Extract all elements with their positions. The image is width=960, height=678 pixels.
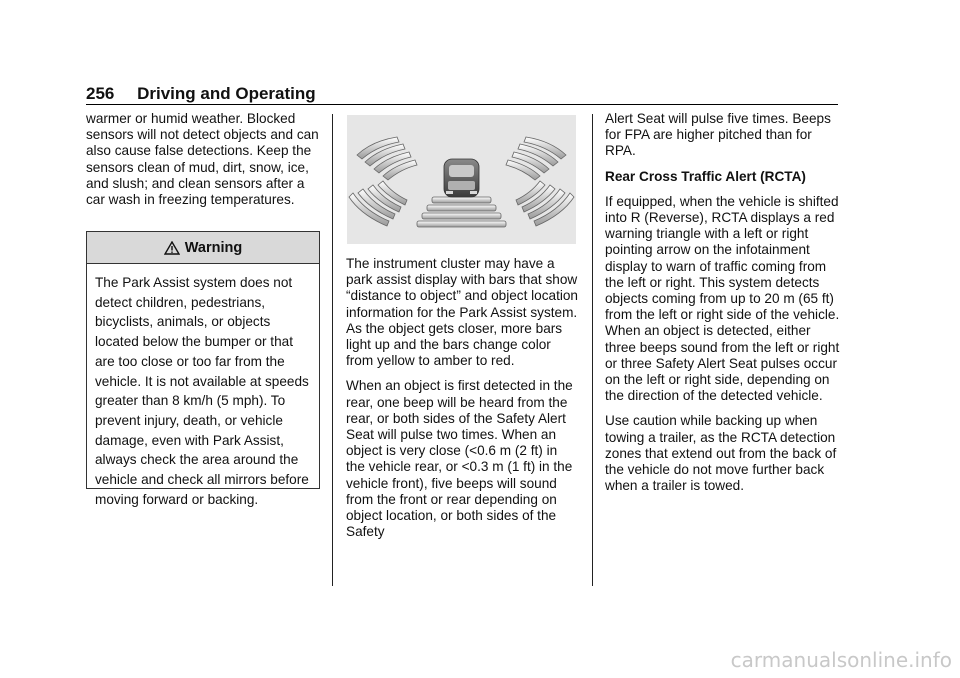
paragraph: Use caution while backing up when towing a trailer, as the RCTA detection zones that extend out from the back of the vehicle do not move further back when a trailer is towed. [605,413,837,494]
paragraph: If equipped, when the vehicle is shifted into R (Reverse), RCTA displays a red warning triangle with a left or right pointing arrow on the infotainment display to warn of traffic coming from the left or right. This system detects objects coming from up to 20 m (65 ft) from the left or right side of the vehicle. When an object is detected, either three beeps sound from the left or right or three Safety Alert Seat pulses occur on the left or right side, depending on the direction of the detected vehicle. [605,193,840,404]
subheading-rcta: Rear Cross Traffic Alert (RCTA) [605,168,806,184]
warning-header [87,232,319,264]
watermark: carmanualsonline.info [730,648,952,672]
park-assist-figure [347,115,576,244]
warning-text: The Park Assist system does not detect children, pedestrians, bicyclists, animals, or objects located below the bumper or that are too close or too far from the vehicle. It is not available at speeds greater than 8 km/h (5 mph). To prevent injury, death, or vehicle damage, even with Park Assist, always check the area around the vehicle and check all mirrors before moving forward or backing. [95,275,309,507]
page-header [86,84,316,104]
column-left [86,111,322,217]
section-title: Driving and Operating [137,84,316,103]
header-rule [86,104,838,105]
warning-triangle-icon [164,241,180,255]
paragraph: The instrument cluster may have a park assist display with bars that show “distance to object” and object location information for the Park Assist system. As the object gets closer, more bars light up and the bars change color from yellow to amber to red. [346,256,578,369]
column-separator [592,114,593,586]
paragraph: Alert Seat will pulse five times. Beeps for FPA are higher pitched than for RPA. [605,111,831,159]
warning-box [86,231,320,507]
paragraph: When an object is first detected in the rear, one beep will be heard from the rear, or both sides of the Safety Alert Seat will pulse two times. When an object is very close (<0.6 m (2 ft) in the vehicle rear, or <0.3 m (1 ft) in the vehicle front), five beeps will sound from the front or rear depending on object location, or both sides of the Safety [346,378,573,540]
paragraph: warmer or humid weather. Blocked sensors will not detect objects and can also cause false detections. Keep the sensors clean of mud, dirt, snow, ice, and slush; and clean sensors after a car wash in freezing temperatures. [86,111,319,208]
warning-title: Warning [184,239,243,256]
column-middle [346,256,578,549]
park-assist-display-icon [347,115,576,244]
column-right [605,111,841,503]
column-separator [332,114,333,586]
page-number: 256 [86,84,115,103]
